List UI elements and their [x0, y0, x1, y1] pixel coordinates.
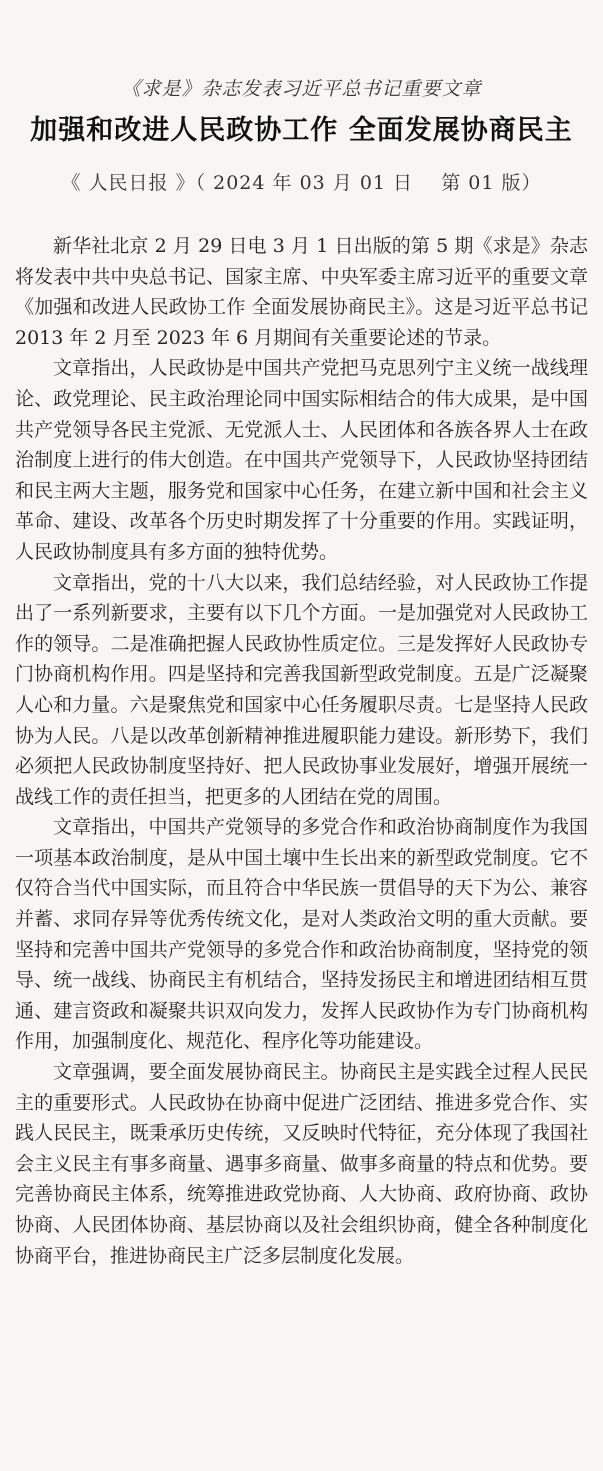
article-body	[15, 231, 588, 1271]
article-source-line: 《 人民日报 》（ 2024 年 03 月 01 日 第 01 版）	[61, 172, 542, 194]
article-paragraph: 文章指出，人民政协是中国共产党把马克思列宁主义统一战线理论、政党理论、民主政治理论同中国实际相结合的伟大成果，是中国共产党领导各民主党派、无党派人士、人民团体和各族各界人士在政治制度上进行的伟大创造。在中国共产党领导下，人民政协坚持团结和民主两大主题，服务党和国家中心任务，在建立新中国和社会主义革命、建设、改革各个历史时期发挥了十分重要的作用。实践证明，人民政协制度具有多方面的独特优势。	[15, 357, 588, 563]
article-paragraph: 文章指出，中国共产党领导的多党合作和政治协商制度作为我国一项基本政治制度，是从中国土壤中生长出来的新型政党制度。它不仅符合当代中国实际，而且符合中华民族一贯倡导的天下为公、兼容并蓄、求同存异等优秀传统文化，是对人类政治文明的重大贡献。要坚持和完善中国共产党领导的多党合作和政治协商制度，坚持党的领导、统一战线、协商民主有机结合，坚持发扬民主和增进团结相互贯通、建言资政和凝聚共识双向发力，发挥人民政协作为专门协商机构作用，加强制度化、规范化、程序化等功能建设。	[15, 816, 588, 1053]
article-kicker: 《求是》杂志发表习近平总书记重要文章	[121, 78, 482, 100]
article-paragraph: 文章强调，要全面发展协商民主。协商民主是实践全过程人民民主的重要形式。人民政协在协商中促进广泛团结、推进多党合作、实践人民民主，既秉承历史传统，又反映时代特征，充分体现了我国社会主义民主有事多商量、遇事多商量、做事多商量的特点和优势。要完善协商民主体系，统筹推进政党协商、人大协商、政府协商、政协协商、人民团体协商、基层协商以及社会组织协商，健全各种制度化协商平台，推进协商民主广泛多层制度化发展。	[15, 1061, 588, 1267]
article-paragraph: 文章指出，党的十八大以来，我们总结经验，对人民政协工作提出了一系列新要求，主要有以下几个方面。一是加强党对人民政协工作的领导。二是准确把握人民政协性质定位。三是发挥好人民政协专门协商机构作用。四是坚持和完善我国新型政党制度。五是广泛凝聚人心和力量。六是聚焦党和国家中心任务履职尽责。七是坚持人民政协为人民。八是以改革创新精神推进履职能力建设。新形势下，我们必须把人民政协制度坚持好、把人民政协事业发展好，增强开展统一战线工作的责任担当，把更多的人团结在党的周围。	[15, 571, 588, 808]
article-headline: 加强和改进人民政协工作 全面发展协商民主	[30, 115, 573, 146]
article-paragraph: 新华社北京 2 月 29 日电 3 月 1 日出版的第 5 期《求是》杂志将发表中共中央总书记、国家主席、中央军委主席习近平的重要文章《加强和改进人民政协工作 全面发展协商民主》。这是习近平总书记 2013 年 2 月至 2023 年 6 月期间有关重要论述的节录。	[15, 235, 588, 349]
